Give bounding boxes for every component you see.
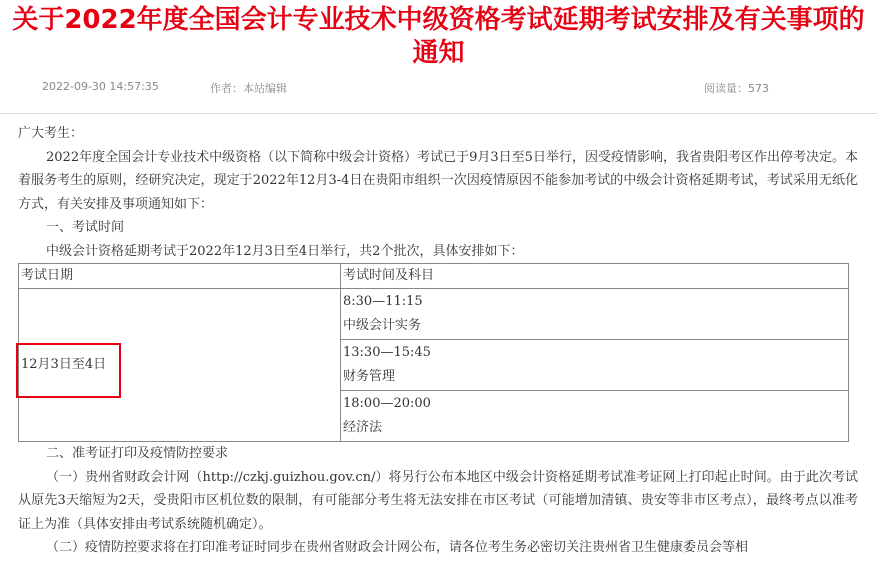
article-title: 关于2022年度全国会计专业技术中级资格考试延期考试安排及有关事项的通知 (12, 5, 865, 68)
slot-subject: 中级会计实务 (343, 318, 422, 333)
author: 作者：本站编辑 (210, 82, 287, 95)
date-highlight-box (16, 343, 121, 398)
intro-paragraph: 2022年度全国会计专业技术中级资格（以下简称中级会计资格）考试已于9月3日至5日举行，因受疫情影响，我省贵阳考区作出停考决定。本着服务考生的原则，经研究决定，现定于2022年12月3-4日在贵阳市组织一次因疫情原因不能参加考试的中级会计资格延期考试，考试采用无纸化方式，有关安排及事项通知如下： (18, 149, 858, 212)
time-slot-cell (341, 340, 849, 391)
exam-date-cell: 12月3日至4日 (19, 289, 341, 442)
view-count: 阅读量：573 (704, 82, 769, 95)
article-meta (0, 80, 877, 96)
greeting: 广大考生： (18, 126, 84, 141)
slot-time: 18:00—20:00 (343, 396, 431, 411)
table-row (19, 289, 849, 340)
slot-subject: 财务管理 (343, 369, 396, 384)
time-slot-cell (341, 391, 849, 442)
slot-time: 8:30—11:15 (343, 294, 423, 309)
header-divider (0, 113, 877, 114)
schedule-table (18, 263, 849, 442)
header-exam-date: 考试日期 (19, 264, 341, 289)
header-exam-time-subject: 考试时间及科目 (341, 264, 849, 289)
slot-time: 13:30—15:45 (343, 345, 431, 360)
paragraph-2-2: （二）疫情防控要求将在打印准考证时同步在贵州省财政会计网公布，请各位考生务必密切关注贵州省卫生健康委员会等相 (46, 540, 749, 555)
time-slot-cell (341, 289, 849, 340)
table-header-row (19, 264, 849, 289)
paragraph-2-1: （一）贵州省财政会计网（http://czkj.guizhou.gov.cn/）将另行公布本地区中级会计资格延期考试准考证网上打印起止时间。由于此次考试从原先3天缩短为2天，受贵阳市区机位数的限制，有可能部分考生将无法安排在市区考试（可能增加清镇、贵安等非市区考点），最终考点以准考证上为准（具体安排由考试系统随机确定）。 (18, 469, 858, 532)
section2-heading: 二、准考证打印及疫情防控要求 (46, 446, 229, 461)
publish-date: 2022-09-30 14:57:35 (42, 80, 159, 93)
section1-heading: 一、考试时间 (46, 220, 125, 235)
section1-text: 中级会计资格延期考试于2022年12月3日至4日举行，共2个批次，具体安排如下： (46, 243, 524, 259)
article-body (18, 122, 858, 560)
slot-subject: 经济法 (343, 420, 383, 435)
